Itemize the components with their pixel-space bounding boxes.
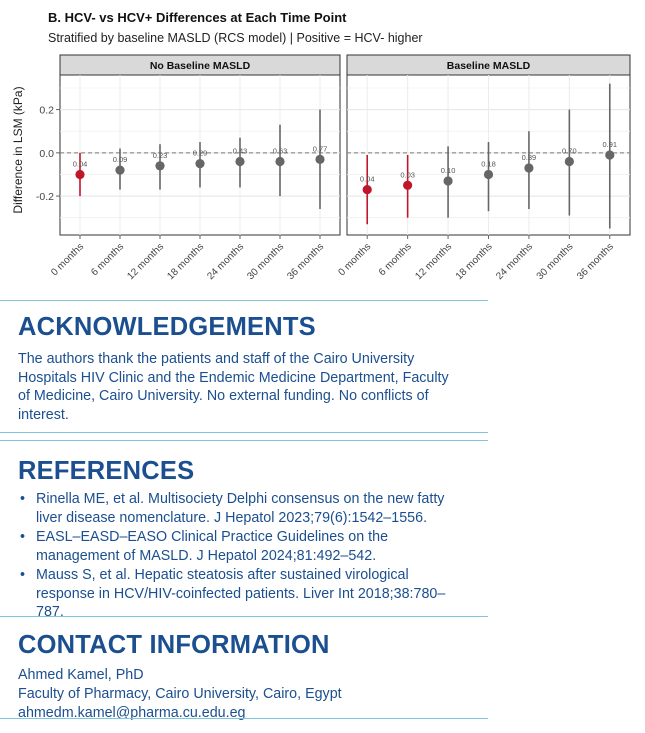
point-estimate	[605, 150, 614, 159]
p-value-label: 0.29	[192, 148, 208, 158]
p-value-label: 0.43	[232, 146, 248, 156]
references-section	[18, 456, 488, 623]
reference-line: Mauss S, et al. Hepatic steatosis after sustained virological	[36, 567, 409, 583]
acknowledgements-line: interest.	[18, 406, 69, 423]
contact-email[interactable]: ahmedm.kamel@pharma.cu.edu.eg	[18, 705, 246, 721]
x-tick-label: 6 months	[376, 241, 414, 279]
x-tick-label: 18 months	[165, 241, 207, 283]
point-estimate	[235, 157, 244, 166]
x-tick-label: 12 months	[125, 241, 167, 283]
contact-name: Ahmed Kamel, PhD	[18, 667, 144, 683]
x-tick-label: 36 months	[575, 241, 616, 283]
p-value-label: 0.77	[312, 144, 328, 154]
section-divider	[0, 432, 488, 433]
reference-item	[18, 490, 488, 527]
section-divider	[0, 300, 488, 301]
x-tick-label: 24 months	[205, 241, 247, 283]
contact-section	[18, 630, 488, 723]
panel-title: Baseline MASLD	[446, 60, 531, 72]
forest-chart	[0, 0, 645, 300]
reference-line: Rinella ME, et al. Multisociety Delphi consensus on the new fatty	[36, 491, 445, 507]
p-value-label: 0.70	[562, 146, 577, 156]
bullet-icon: •	[20, 567, 26, 583]
point-estimate	[75, 170, 84, 179]
y-axis-label: Difference in LSM (kPa)	[11, 86, 25, 214]
x-tick-label: 30 months	[245, 241, 287, 283]
p-value-label: 0.91	[602, 140, 618, 149]
point-estimate	[524, 163, 533, 172]
x-tick-label: 12 months	[413, 241, 455, 283]
point-estimate	[315, 155, 324, 164]
x-tick-label: 0 months	[336, 241, 374, 279]
acknowledgements-line: The authors thank the patients and staff of the Cairo University	[18, 351, 415, 367]
section-divider	[0, 718, 488, 719]
p-value-label: 0.23	[152, 150, 168, 160]
references-list	[18, 490, 488, 622]
y-tick-label: 0.2	[39, 104, 54, 117]
reference-item	[18, 528, 488, 565]
reference-line: 787.	[36, 604, 64, 620]
point-estimate	[443, 176, 452, 185]
x-tick-label: 6 months	[89, 241, 127, 279]
figure-subtitle: Stratified by baseline MASLD (RCS model) | Positive = HCV- higher	[48, 31, 423, 45]
acknowledgements-section	[18, 312, 488, 424]
p-value-label: 0.09	[112, 155, 128, 165]
x-tick-label: 0 months	[49, 241, 87, 279]
p-value-label: 0.04	[359, 174, 375, 184]
point-estimate	[115, 166, 124, 175]
references-heading: REFERENCES	[18, 457, 195, 485]
x-tick-label: 24 months	[494, 241, 536, 283]
p-value-label: 0.04	[72, 159, 88, 169]
panel-title: No Baseline MASLD	[149, 60, 251, 72]
point-estimate	[484, 170, 493, 179]
contact-heading: CONTACT INFORMATION	[18, 631, 330, 659]
acknowledgements-line: of Medicine, Cairo University. No external funding. No conflicts of	[18, 388, 429, 404]
point-estimate	[195, 159, 204, 168]
reference-line: EASL–EASD–EASO Clinical Practice Guidelines on the	[36, 529, 389, 545]
point-estimate	[363, 185, 372, 194]
p-value-label: 0.18	[481, 159, 496, 169]
bullet-icon: •	[20, 491, 26, 507]
y-tick-label: -0.2	[35, 191, 54, 204]
p-value-label: 0.39	[521, 152, 537, 162]
acknowledgements-line: Hospitals HIV Clinic and the Endemic Medicine Department, Faculty	[18, 369, 449, 386]
contact-affiliation: Faculty of Pharmacy, Cairo University, Cairo, Egypt	[18, 686, 342, 702]
y-tick-label: 0.0	[39, 147, 54, 160]
bullet-icon: •	[20, 529, 26, 545]
x-tick-label: 18 months	[453, 241, 495, 283]
reference-line: response in HCV/HIV-coinfected patients. Liver Int 2018;38:780–	[36, 585, 446, 602]
reference-line: liver disease nomenclature. J Hepatol 2023;79(6):1542–1556.	[36, 509, 428, 526]
p-value-label: 0.10	[440, 165, 456, 175]
x-tick-label: 36 months	[285, 241, 327, 283]
reference-item	[18, 566, 488, 622]
point-estimate	[565, 157, 574, 166]
point-estimate	[403, 181, 412, 190]
section-divider	[0, 440, 488, 441]
reference-line: management of MASLD. J Hepatol 2024;81:492–542.	[36, 547, 377, 564]
x-tick-label: 30 months	[534, 241, 576, 283]
figure-title: B. HCV- vs HCV+ Differences at Each Time Point	[48, 10, 347, 25]
p-value-label: 0.03	[400, 170, 415, 180]
point-estimate	[275, 157, 284, 166]
p-value-label: 0.63	[272, 146, 288, 156]
section-divider	[0, 616, 488, 617]
point-estimate	[155, 161, 164, 170]
acknowledgements-heading: ACKNOWLEDGEMENTS	[18, 313, 316, 341]
